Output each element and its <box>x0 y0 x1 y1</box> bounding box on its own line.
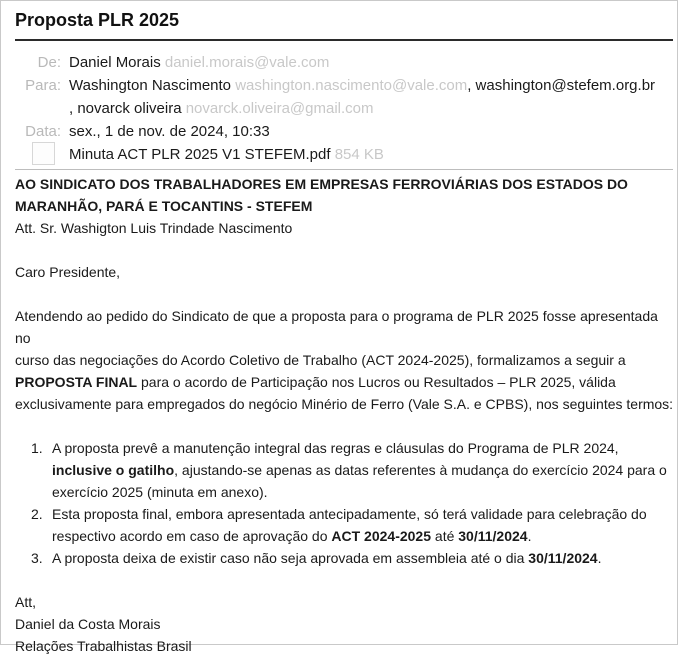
intro-line-2: curso das negociações do Acordo Coletivo de Trabalho (ACT 2024-2025), formalizamos a seguir a <box>15 352 626 368</box>
list-item: 3. A proposta deixa de existir caso não seja aprovada em assembleia até o dia 30/11/2024. <box>31 550 602 566</box>
to-row <box>69 77 655 94</box>
greeting: Caro Presidente, <box>15 264 121 280</box>
to-row-continued <box>69 100 374 117</box>
from-row <box>69 54 329 71</box>
signature-dept: Relações Trabalhistas Brasil <box>15 638 192 654</box>
attachment-checkbox[interactable] <box>32 142 55 165</box>
recipient-name-1[interactable]: Washington Nascimento <box>69 77 232 94</box>
date-value: sex., 1 de nov. de 2024, 10:33 <box>69 123 270 140</box>
addressee-line-2: MARANHÃO, PARÁ E TOCANTINS - STEFEM <box>15 198 313 214</box>
intro-line-3: PROPOSTA FINAL para o acordo de Participação nos Lucros ou Resultados – PLR 2025, válida <box>15 374 616 390</box>
signature-name: Daniel da Costa Morais <box>15 616 161 632</box>
intro-line-1: Atendendo ao pedido do Sindicato de que a proposta para o programa de PLR 2025 fosse apresentada no <box>15 308 658 346</box>
email-body <box>15 173 675 657</box>
attachment-size: 854 KB <box>334 146 384 163</box>
list-item: 2. Esta proposta final, embora apresentada antecipadamente, só terá validade para celebração do respectivo acordo em caso de aprovação do ACT 2024-2025 até 30/11/2024. <box>31 506 647 544</box>
email-subject: Proposta PLR 2025 <box>15 10 180 30</box>
recipient-name-3[interactable]: , novarck oliveira <box>69 100 182 117</box>
addressee-line-1: AO SINDICATO DOS TRABALHADORES EM EMPRESAS FERROVIÁRIAS DOS ESTADOS DO <box>15 176 628 192</box>
proposal-final-label: PROPOSTA FINAL <box>15 374 138 390</box>
closing: Att, <box>15 594 37 610</box>
terms-list <box>15 437 675 569</box>
intro-line-4: exclusivamente para empregados do negócio Minério de Ferro (Vale S.A. e CPBS), nos seguintes termos: <box>15 396 674 412</box>
date-label: Data: <box>25 123 61 140</box>
attachment-name[interactable]: Minuta ACT PLR 2025 V1 STEFEM.pdf <box>69 146 331 163</box>
to-label: Para: <box>25 77 61 94</box>
recipient-email-2[interactable]: , washington@stefem.org.br <box>467 77 656 94</box>
sender-email[interactable]: daniel.morais@vale.com <box>164 54 330 71</box>
list-item: 1. A proposta prevê a manutenção integral das regras e cláusulas do Programa de PLR 2024, inclusive o gatilho, ajustando-se apenas as datas referentes à mudança do exercício 2024 para o exercício 2025 (minuta em anexo). <box>31 440 667 500</box>
header-divider <box>15 169 673 170</box>
from-label: De: <box>37 54 61 71</box>
sender-name[interactable]: Daniel Morais <box>69 54 161 71</box>
recipient-email-1[interactable]: washington.nascimento@vale.com <box>235 77 468 94</box>
recipient-email-3[interactable]: novarck.oliveira@gmail.com <box>185 100 374 117</box>
attention-line: Att. Sr. Washigton Luis Trindade Nascimento <box>15 220 293 236</box>
subject-divider <box>15 39 673 41</box>
attachment-row[interactable] <box>69 146 384 163</box>
